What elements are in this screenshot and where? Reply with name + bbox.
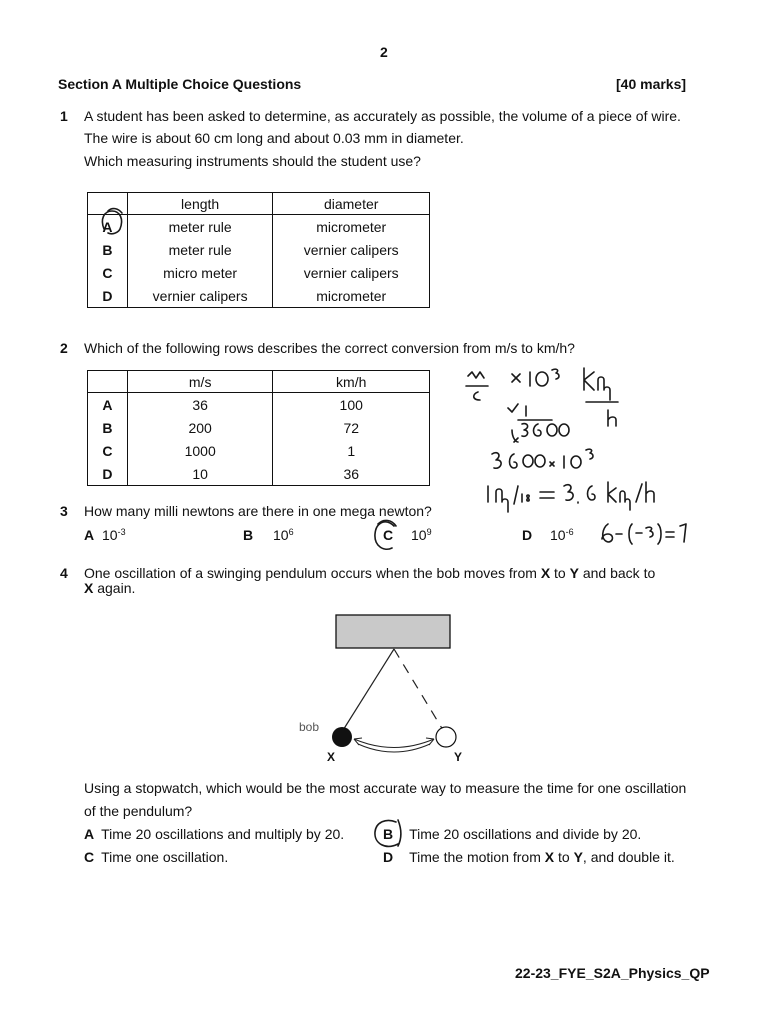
header-length: length <box>127 193 273 215</box>
row-kmh: 36 <box>273 462 430 486</box>
q4-line-2: X again. <box>84 580 136 596</box>
table-row <box>88 238 430 261</box>
option-label: C <box>383 527 394 543</box>
q4-line-1: One oscillation of a swinging pendulum occurs when the bob moves from X to Y and back to <box>84 565 656 581</box>
row-label: C <box>88 261 128 284</box>
table-row <box>88 215 430 239</box>
answer-circle-q4 <box>370 816 406 850</box>
table-row <box>88 284 430 308</box>
table-header-row <box>88 193 430 215</box>
q3-option-a <box>84 527 126 543</box>
q2-number: 2 <box>60 340 68 356</box>
q4-option-a: A Time 20 oscillations and multiply by 20. <box>84 826 345 842</box>
q4-option-c: C Time one oscillation. <box>84 849 229 865</box>
row-length: vernier calipers <box>127 284 273 308</box>
table-row <box>88 261 430 284</box>
y-label: Y <box>454 750 463 764</box>
table-row <box>88 439 430 462</box>
header-kmh: km/h <box>273 371 430 393</box>
q3-option-b <box>243 527 294 543</box>
pendulum-string-dashed <box>394 649 446 735</box>
row-label: A <box>88 393 128 417</box>
q4-prompt-1: Using a stopwatch, which would be the most accurate way to measure the time for one oscillation <box>84 780 687 796</box>
section-marks: [40 marks] <box>616 76 687 92</box>
header-diameter: diameter <box>273 193 430 215</box>
row-label: A <box>88 215 128 239</box>
row-diameter: vernier calipers <box>273 261 430 284</box>
footer-code: 22-23_FYE_S2A_Physics_QP <box>515 965 710 981</box>
bob-x <box>332 727 352 747</box>
bob-label: bob <box>299 720 320 734</box>
q1-line-3: Which measuring instruments should the student use? <box>84 153 421 169</box>
option-value: $10^6$ <box>273 527 294 543</box>
row-kmh: 1 <box>273 439 430 462</box>
q3-number: 3 <box>60 503 68 519</box>
row-diameter: vernier calipers <box>273 238 430 261</box>
row-label: B <box>88 238 128 261</box>
q3-text: How many milli newtons are there in one mega newton? <box>84 503 432 519</box>
pendulum-support <box>336 615 450 648</box>
row-kmh: 72 <box>273 416 430 439</box>
q4-option-b: B Time 20 oscillations and divide by 20. <box>383 826 642 842</box>
row-label: C <box>88 439 128 462</box>
table-row <box>88 462 430 486</box>
pendulum-string <box>340 649 394 735</box>
q4-option-d: D Time the motion from X to Y, and double it. <box>383 849 675 865</box>
row-ms: 36 <box>127 393 273 417</box>
option-label: D <box>522 527 533 543</box>
section-title: Section A Multiple Choice Questions <box>58 76 302 92</box>
option-value: $10^{-3}$ <box>102 527 126 543</box>
answer-circle-q3 <box>370 516 402 554</box>
row-ms: 10 <box>127 462 273 486</box>
q1-number: 1 <box>60 108 68 124</box>
row-label: B <box>88 416 128 439</box>
q4-prompt-2: of the pendulum? <box>84 803 193 819</box>
option-label: A <box>84 527 95 543</box>
row-length: micro meter <box>127 261 273 284</box>
row-diameter: micrometer <box>273 284 430 308</box>
option-value: $10^9$ <box>411 527 432 543</box>
q1-line-2: The wire is about 60 cm long and about 0.03 mm in diameter. <box>84 130 464 146</box>
pendulum-diagram <box>290 610 480 770</box>
page-number: 2 <box>380 44 388 60</box>
q1-line-1: A student has been asked to determine, as accurately as possible, the volume of a piece of wire. <box>84 108 681 124</box>
answer-circle-q1 <box>98 205 128 237</box>
header-ms: m/s <box>127 371 273 393</box>
row-diameter: micrometer <box>273 215 430 239</box>
option-value: $10^{-6}$ <box>550 527 574 543</box>
q1-table <box>87 192 430 308</box>
row-kmh: 100 <box>273 393 430 417</box>
bob-y <box>436 727 456 747</box>
row-label: D <box>88 284 128 308</box>
handwritten-working <box>460 362 680 542</box>
row-length: meter rule <box>127 215 273 239</box>
q4-number: 4 <box>60 565 68 581</box>
table-header-row <box>88 371 430 393</box>
table-row <box>88 416 430 439</box>
q2-table <box>87 370 430 486</box>
row-ms: 200 <box>127 416 273 439</box>
swing-arc <box>354 739 434 748</box>
row-length: meter rule <box>127 238 273 261</box>
table-row <box>88 393 430 417</box>
header-empty <box>88 371 128 393</box>
row-label: D <box>88 462 128 486</box>
handwritten-q3-note <box>596 518 696 552</box>
x-label: X <box>327 750 336 764</box>
row-ms: 1000 <box>127 439 273 462</box>
q2-text: Which of the following rows describes the correct conversion from m/s to km/h? <box>84 340 575 356</box>
option-label: B <box>243 527 254 543</box>
